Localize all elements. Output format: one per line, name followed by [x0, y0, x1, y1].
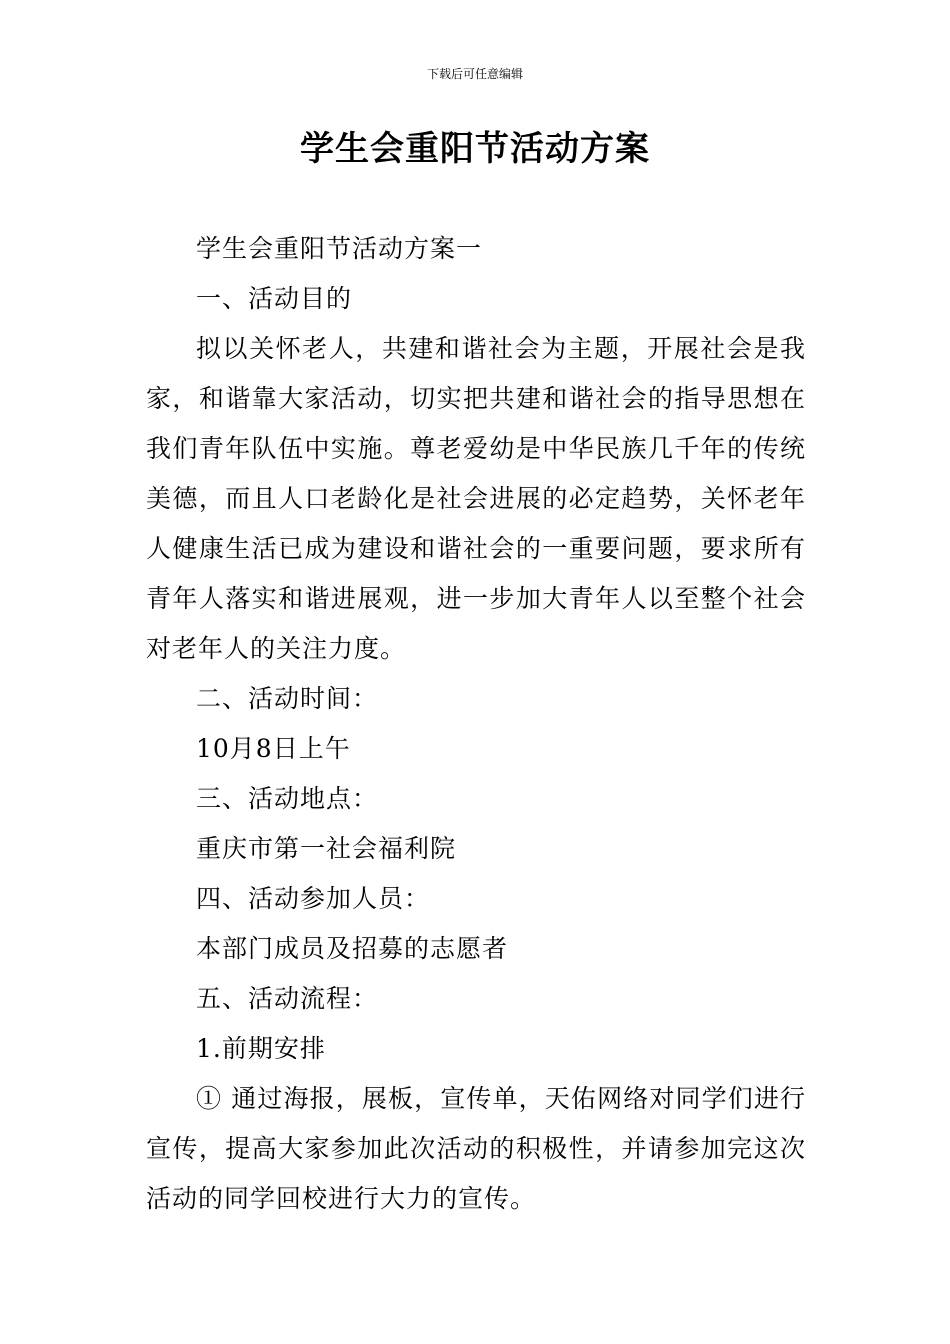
paragraph-time: 10月8日上午 [196, 734, 351, 763]
paragraph-participants: 本部门成员及招募的志愿者 [196, 934, 509, 963]
heading-process: 五、活动流程： [196, 984, 379, 1013]
subheading-preparation: 1.前期安排 [196, 1034, 326, 1063]
heading-participants: 四、活动参加人员： [196, 884, 431, 913]
heading-time: 二、活动时间： [196, 684, 379, 713]
paragraph-preparation: ① 通过海报，展板，宣传单，天佑网络对同学们进行宣传，提高大家参加此次活动的积极性，并请参加完这次活动的同学回校进行大力的宣传。 [146, 1084, 806, 1213]
heading-location: 三、活动地点： [196, 784, 379, 813]
section-subtitle: 学生会重阳节活动方案一 [196, 234, 483, 263]
paragraph-purpose: 拟以关怀老人，共建和谐社会为主题，开展社会是我家，和谐靠大家活动，切实把共建和谐社会的指导思想在我们青年队伍中实施。尊老爱幼是中华民族几千年的传统美德，而且人口老龄化是社会进展的必定趋势，关怀老年人健康生活已成为建设和谐社会的一重要问题，要求所有青年人落实和谐进展观，进一步加大青年人以至整个社会对老年人的关注力度。 [146, 334, 806, 663]
heading-purpose: 一、活动目的 [196, 284, 353, 313]
paragraph-location: 重庆市第一社会福利院 [196, 834, 457, 863]
document-title: 学生会重阳节活动方案 [300, 129, 650, 169]
header-note: 下载后可任意编辑 [426, 67, 523, 81]
document-body [146, 224, 806, 1224]
